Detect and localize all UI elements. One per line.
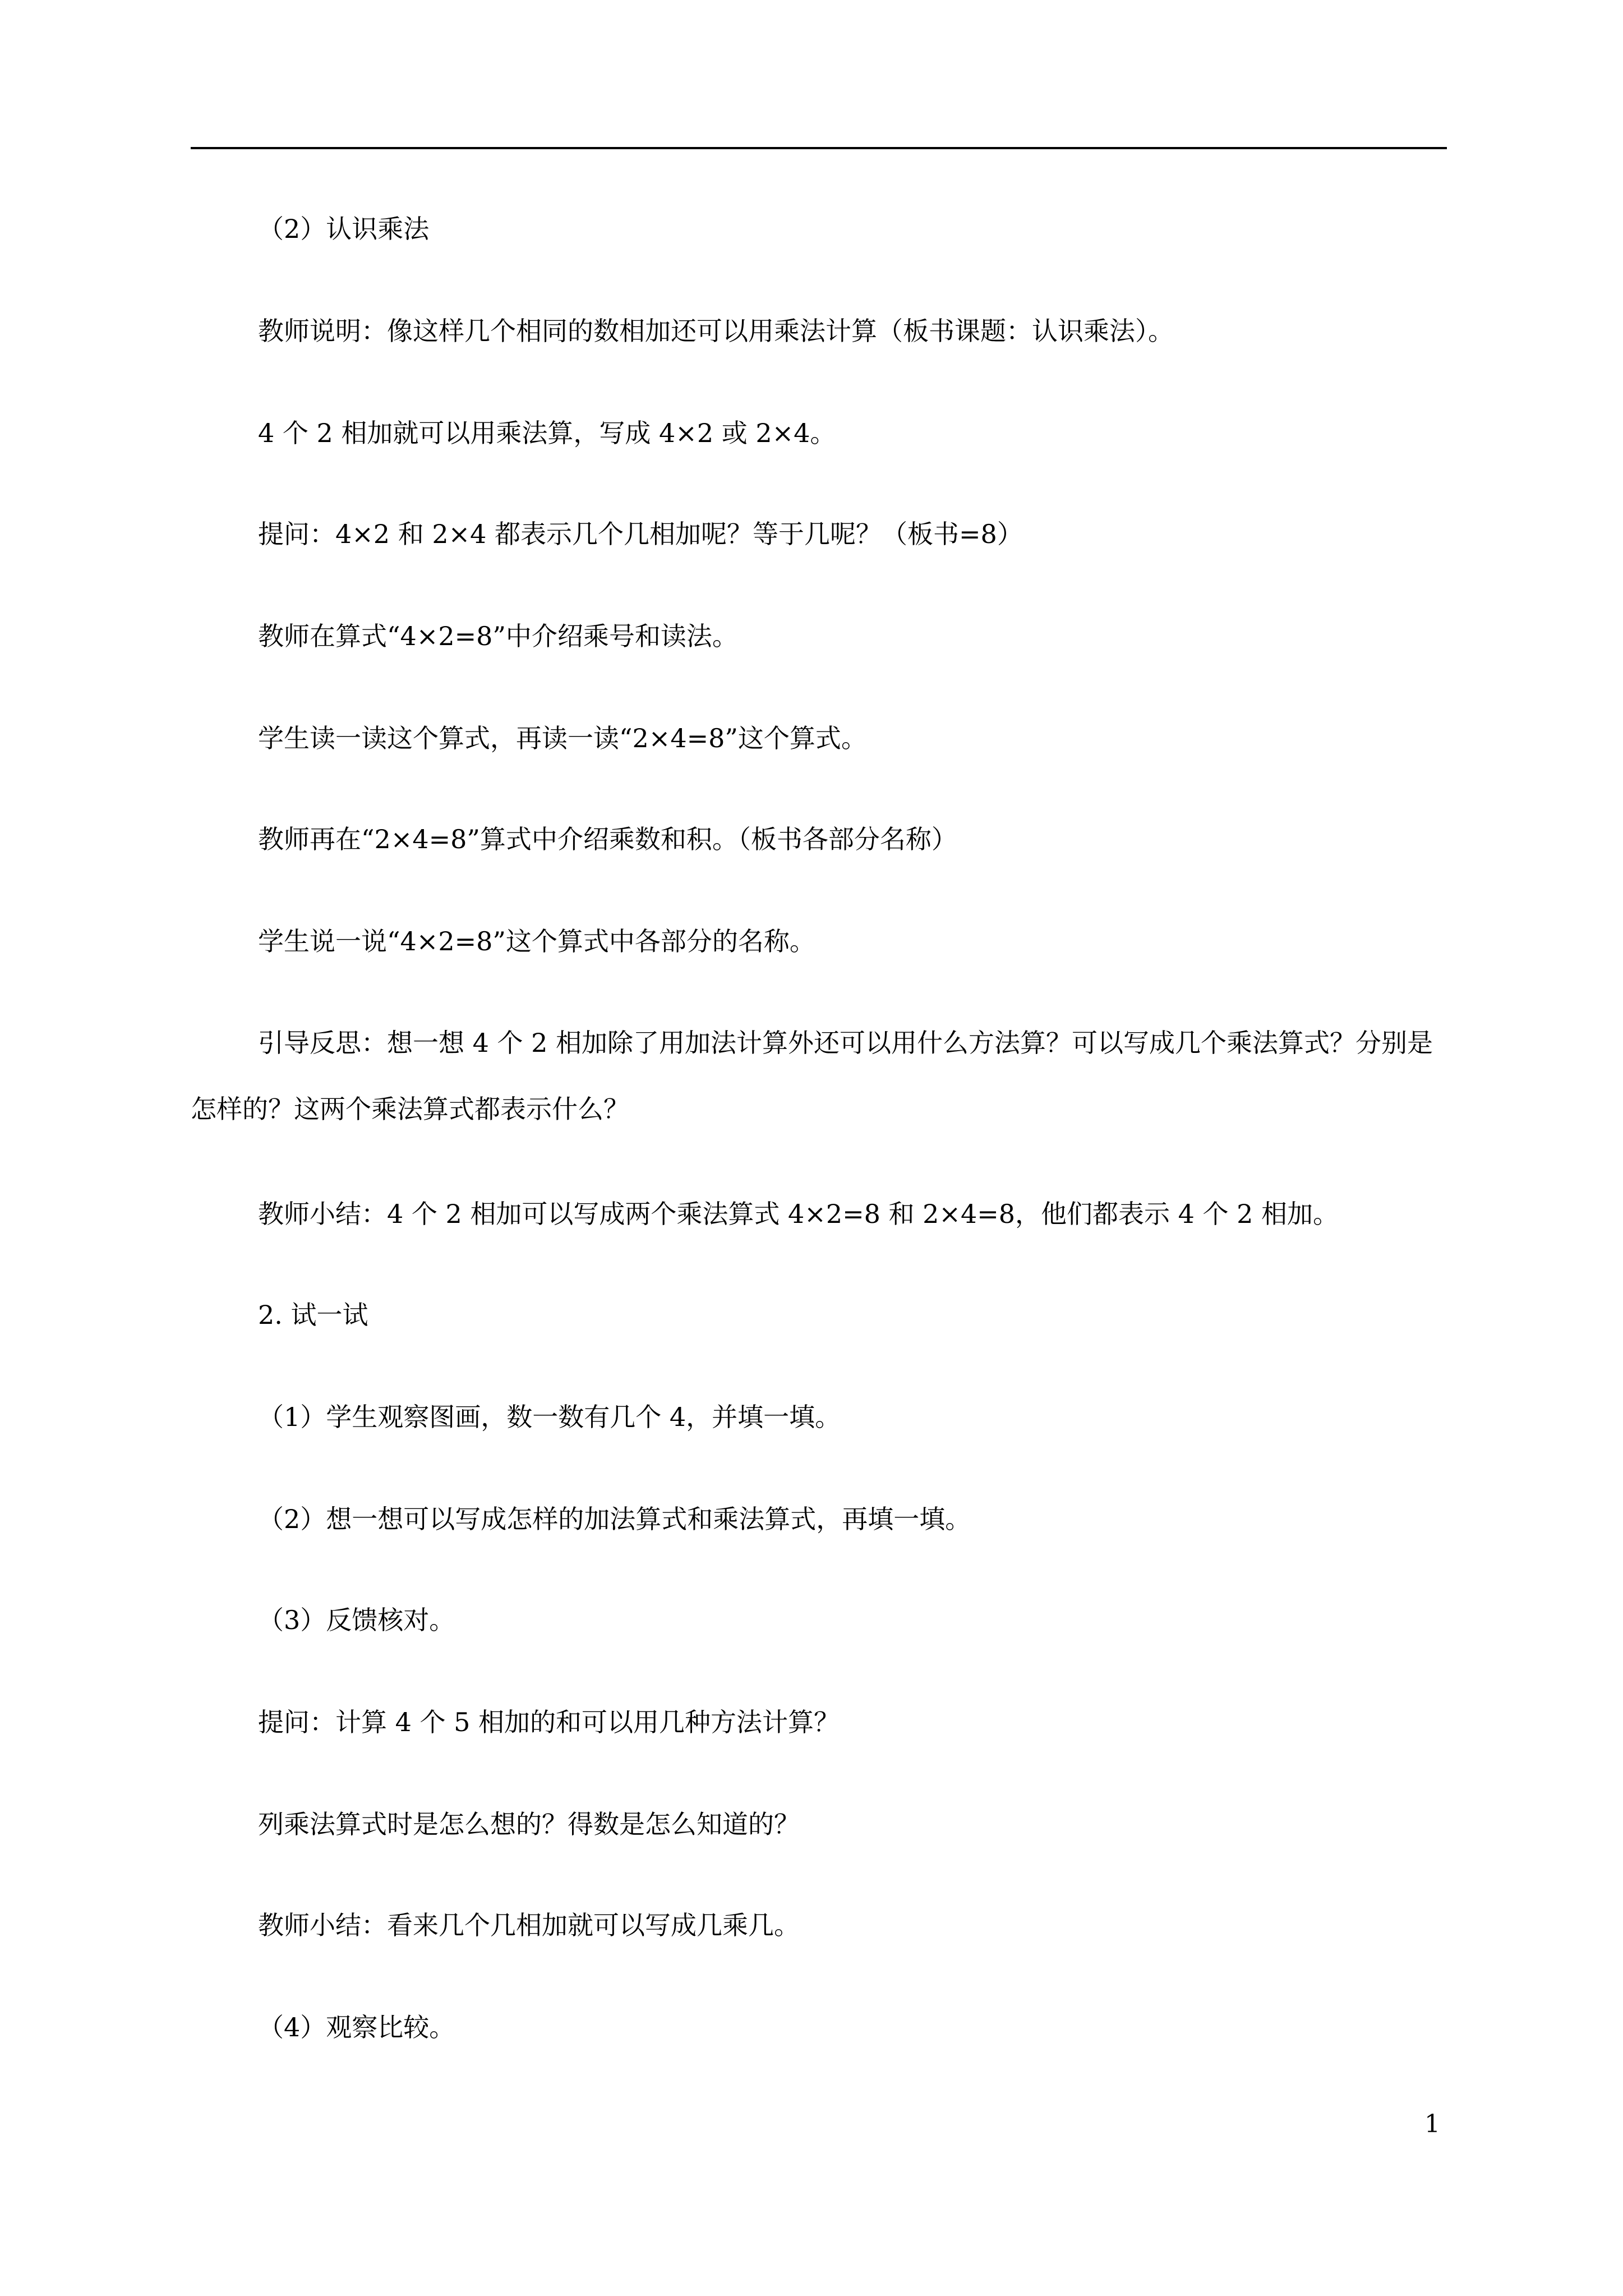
paragraph-15: 提问：计算 4 个 5 相加的和可以用几种方法计算？ (258, 1707, 840, 1737)
paragraph-17: 教师小结：看来几个几相加就可以写成几乘几。 (258, 1910, 800, 1940)
paragraph-10: 教师小结：4 个 2 相加可以写成两个乘法算式 4×2=8 和 2×4=8，他们都表示 4 个 2 相加。 (258, 1199, 1339, 1229)
paragraph-12: （1）学生观察图画，数一数有几个 4，并填一填。 (258, 1402, 841, 1432)
paragraph-13: （2）想一想可以写成怎样的加法算式和乘法算式，再填一填。 (258, 1504, 971, 1534)
paragraph-6: 学生读一读这个算式，再读一读“2×4=8”这个算式。 (258, 723, 867, 753)
paragraph-8: 学生说一说“4×2=8”这个算式中各部分的名称。 (258, 926, 815, 956)
header-rule (191, 147, 1447, 149)
paragraph-1: （2）认识乘法 (258, 214, 430, 244)
paragraph-18: （4）观察比较。 (258, 2012, 455, 2042)
paragraph-16: 列乘法算式时是怎么想的？得数是怎么知道的？ (258, 1809, 800, 1839)
paragraph-9: 引导反思：想一想 4 个 2 相加除了用加法计算外还可以用什么方法算？可以写成几个乘法算式？分别是怎样的？这两个乘法算式都表示什么？ (191, 1028, 1433, 1124)
paragraph-5: 教师在算式“4×2=8”中介绍乘号和读法。 (258, 621, 738, 651)
paragraph-4: 提问：4×2 和 2×4 都表示几个几相加呢？等于几呢？（板书=8） (258, 519, 1023, 549)
paragraph-7: 教师再在“2×4=8”算式中介绍乘数和积。（板书各部分名称） (258, 824, 957, 854)
page-number: 1 (1424, 2110, 1440, 2138)
paragraph-2: 教师说明：像这样几个相同的数相加还可以用乘法计算（板书课题：认识乘法）。 (258, 316, 1174, 346)
section-heading-try: 2. 试一试 (258, 1300, 368, 1330)
paragraph-14: （3）反馈核对。 (258, 1605, 455, 1635)
paragraph-3: 4 个 2 相加就可以用乘法算，写成 4×2 或 2×4。 (258, 418, 836, 448)
